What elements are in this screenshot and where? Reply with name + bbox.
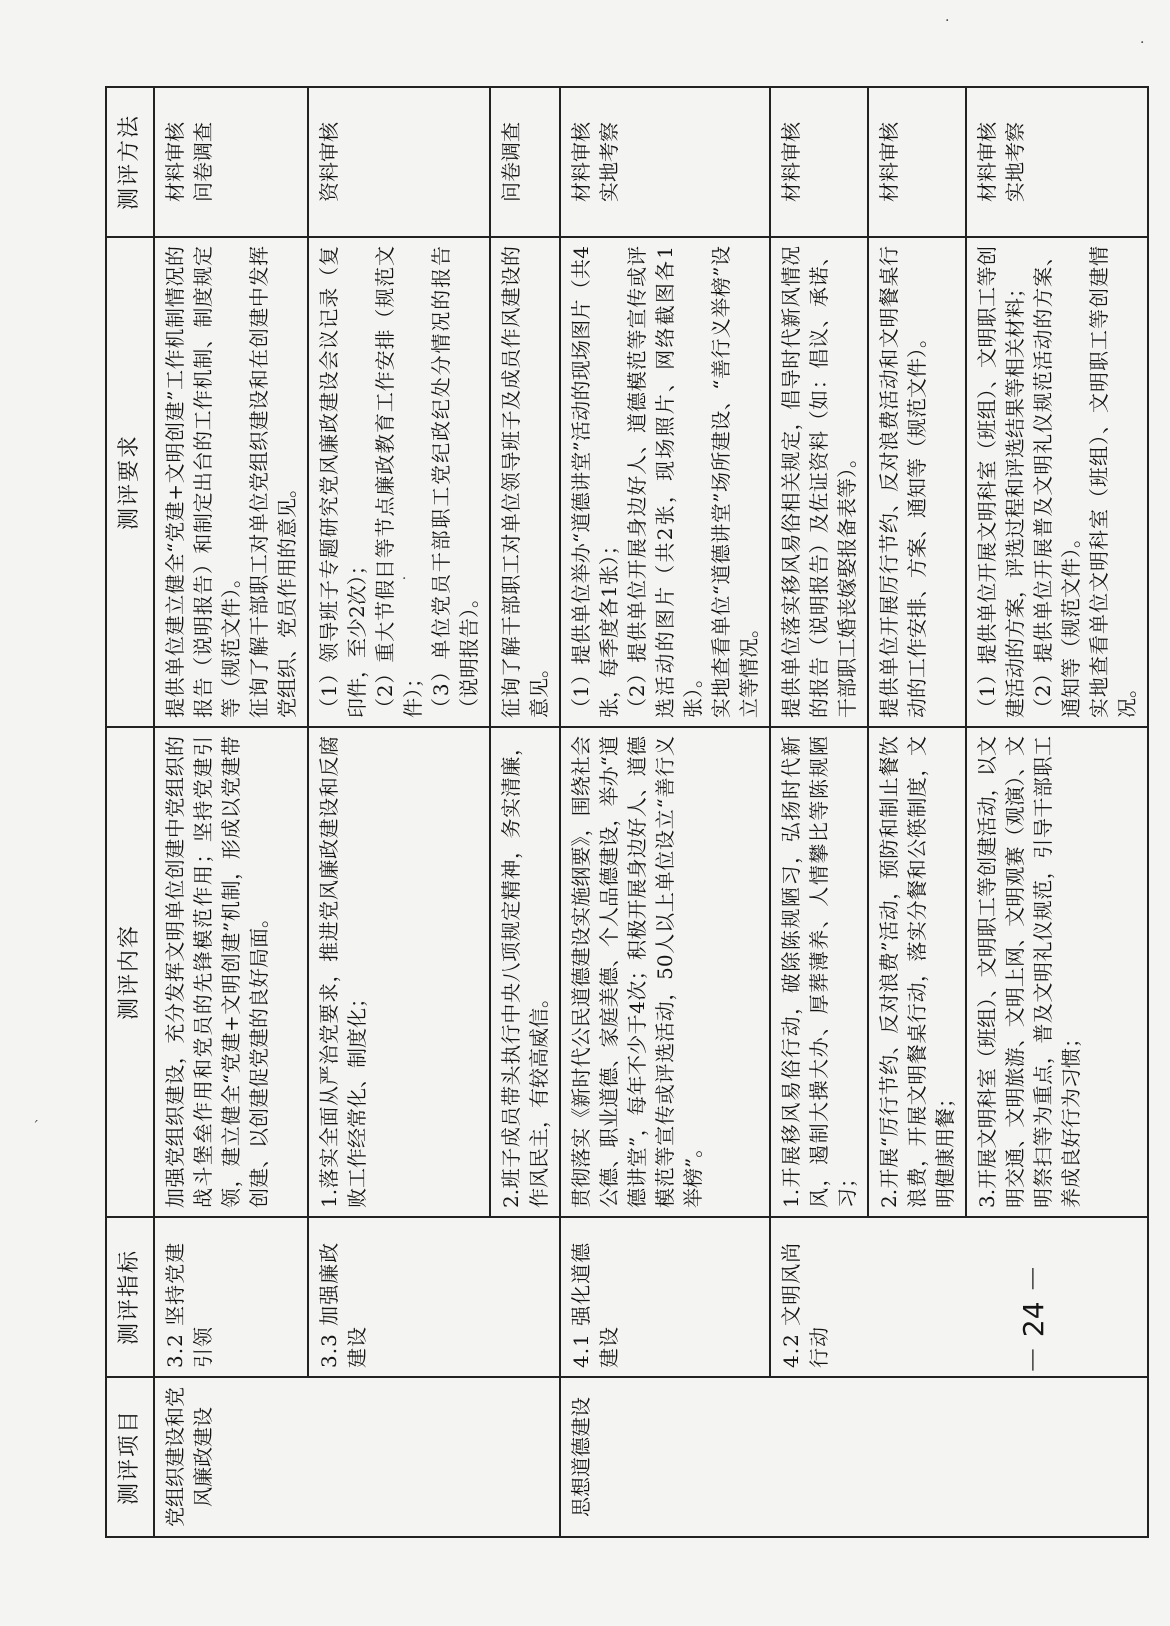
- table-row: [308, 87, 490, 1537]
- requirement-cell: [868, 237, 966, 727]
- method-text: 材料审核: [779, 122, 803, 202]
- content-text: 1.落实全面从严治党要求，推进党风廉政建设和反腐败工作经常化、制度化；: [317, 736, 369, 1208]
- requirement-text: 实地查看单位“道德讲堂”场所建设、“善行义举榜”设立等情况。: [709, 246, 761, 718]
- header-content: 测评内容: [106, 727, 154, 1217]
- requirement-text: （2）提供单位开展身边好人、道德模范等宣传或评选活动的图片（共2张，现场照片、网络截图各1张）。: [625, 246, 705, 718]
- method-text: 问卷调查: [499, 122, 523, 202]
- indicator-cell: 4.1 强化道德建设: [560, 1217, 770, 1377]
- content-text: 2.开展“厉行节约、反对浪费”活动，预防和制止餐饮浪费，开展文明餐桌行动，落实分餐和公筷制度，文明健康用餐；: [877, 736, 957, 1208]
- method-text: 材料审核 问卷调查: [163, 122, 215, 202]
- method-cell: [560, 87, 770, 237]
- method-cell: [966, 87, 1148, 237]
- requirement-cell: [154, 237, 308, 727]
- method-text: 材料审核: [877, 122, 901, 202]
- table-row: [770, 87, 868, 1537]
- table-row: [154, 87, 308, 1537]
- requirement-text: （3）单位党员干部职工党纪政纪处分情况的报告（说明报告）。: [429, 246, 481, 718]
- indicator-cell: 3.2 坚持党建引领: [154, 1217, 308, 1377]
- requirement-text: 提供单位开展厉行节约、反对浪费活动和文明餐桌行动的工作安排、方案、通知等（规范文件）。: [877, 246, 929, 718]
- header-requirement: 测评要求: [106, 237, 154, 727]
- project-cell: 党组织建设和党风廉政建设: [154, 1377, 560, 1537]
- content-text: 3.开展文明科室（班组）、文明职工等创建活动，以文明交通、文明旅游、文明上网、文明观赛（观演）、文明祭扫等为重点，普及文明礼仪规范，引导干部职工养成良好行为习惯；: [975, 736, 1083, 1208]
- content-text: 贯彻落实《新时代公民道德建设实施纲要》，围绕社会公德、职业道德、家庭美德、个人品德建设，举办“道德讲堂”，每年不少于4次；积极开展身边好人、道德模范等宣传或评选活动，50人以上单位设立“善行义举榜”。: [569, 736, 705, 1208]
- table-header-row: [106, 87, 154, 1537]
- requirement-text: （2）重大节假日等节点廉政教育工作安排（规范文件）；: [373, 246, 425, 718]
- requirement-text: （2）提供单位开展普及文明礼仪规范活动的方案、通知等（规范文件）。: [1031, 246, 1083, 718]
- content-cell: [308, 727, 490, 1217]
- content-cell: [770, 727, 868, 1217]
- page-number: － 24 －: [1017, 1264, 1050, 1374]
- rotated-table-wrapper: [105, 88, 1139, 1538]
- method-cell: [868, 87, 966, 237]
- content-cell: [490, 727, 560, 1217]
- content-text: 1.开展移风易俗行动，破除陈规陋习，弘扬时代新风，遏制大操大办、厚葬薄养、人情攀比等陈规陋习；: [779, 736, 859, 1208]
- header-indicator: 测评指标: [106, 1217, 154, 1377]
- requirement-text: 提供单位落实移风易俗相关规定，倡导时代新风情况的报告（说明报告）及佐证资料（如：倡议、承诺、干部职工婚丧嫁娶报备表等）。: [779, 246, 859, 718]
- method-cell: [154, 87, 308, 237]
- project-cell: 思想道德建设: [560, 1377, 1148, 1537]
- indicator-cell: 4.2 文明风尚行动: [770, 1217, 1148, 1377]
- method-cell: [490, 87, 560, 237]
- requirement-cell: [490, 237, 560, 727]
- requirement-text: （1）领导班子专题研究党风廉政建设会议记录（复印件，至少2次）；: [317, 246, 369, 718]
- requirement-cell: [308, 237, 490, 727]
- requirement-text: （1）提供单位开展文明科室（班组）、文明职工等创建活动的方案，评选过程和评选结果等相关材料；: [975, 246, 1027, 718]
- table-row: [560, 87, 770, 1537]
- method-text: 材料审核 实地考察: [569, 122, 621, 202]
- content-cell: [154, 727, 308, 1217]
- requirement-text: 实地查看单位文明科室（班组）、文明职工等创建情况。: [1087, 246, 1139, 718]
- evaluation-table: [105, 86, 1149, 1538]
- header-method: 测评方法: [106, 87, 154, 237]
- requirement-cell: [560, 237, 770, 727]
- method-cell: [308, 87, 490, 237]
- requirement-text: 提供单位建立健全“党建+文明创建”工作机制情况的报告（说明报告）和制定出台的工作机制、制度规定等（规范文件）。: [163, 246, 243, 718]
- content-cell: [868, 727, 966, 1217]
- content-cell: [560, 727, 770, 1217]
- requirement-cell: [966, 237, 1148, 727]
- method-cell: [770, 87, 868, 237]
- content-text: 加强党组织建设，充分发挥文明单位创建中党组织的战斗堡垒作用和党员的先锋模范作用；坚持党建引领，建立健全“党建+文明创建”机制，形成以党建带创建、以创建促党建的良好局面。: [163, 736, 271, 1208]
- method-text: 资料审核: [317, 122, 341, 202]
- indicator-cell: 3.3 加强廉政建设: [308, 1217, 560, 1377]
- requirement-text: 征询了解干部职工对单位党组织建设和在创建中发挥党组织、党员作用的意见。: [247, 246, 299, 718]
- requirement-text: （1）提供单位举办“道德讲堂”活动的现场图片（共4张，每季度各1张）；: [569, 246, 621, 718]
- content-text: 2.班子成员带头执行中央八项规定精神，务实清廉，作风民主，有较高威信。: [499, 736, 551, 1208]
- header-project: 测评项目: [106, 1377, 154, 1537]
- requirement-cell: [770, 237, 868, 727]
- requirement-text: 征询了解干部职工对单位领导班子及成员作风建设的意见。: [499, 246, 551, 718]
- content-cell: [966, 727, 1148, 1217]
- method-text: 材料审核 实地考察: [975, 122, 1027, 202]
